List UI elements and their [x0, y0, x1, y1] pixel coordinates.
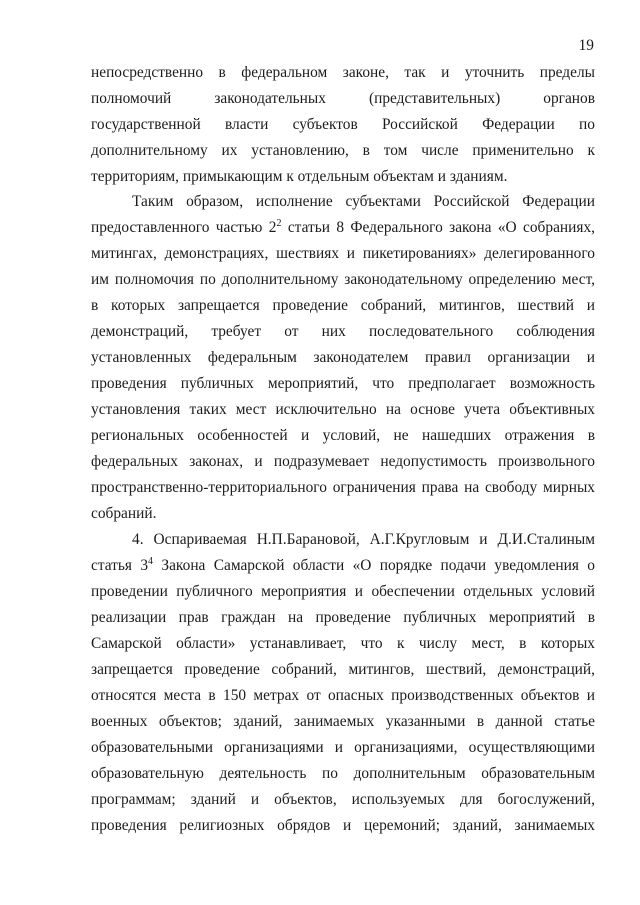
- text-line: государственной власти субъектов Российской Федерации по: [91, 116, 595, 133]
- text-line: дополнительному их установлению, в том числе применительно к: [91, 142, 595, 159]
- text-line: установленных федеральным законодателем правил организации и: [91, 349, 595, 366]
- text-line-with-superscript: [91, 218, 595, 238]
- text-line: образовательную деятельность по дополнительным образовательным: [91, 765, 595, 782]
- text-line: Самарской области» устанавливает, что к числу мест, в которых: [91, 635, 595, 652]
- text-line: собраний.: [91, 505, 157, 522]
- text-line: программам; зданий и объектов, используемых для богослужений,: [91, 791, 595, 808]
- text-line: демонстраций, требует от них последовательного соблюдения: [91, 323, 595, 340]
- text-segment: статьи 8 Федерального закона «О собраниях,: [281, 219, 595, 236]
- text-line-with-superscript: [91, 556, 595, 576]
- paragraph-first-line: Таким образом, исполнение субъектами Российской Федерации: [132, 193, 595, 210]
- text-line: митингах, демонстрациях, шествиях и пикетированиях» делегированного: [91, 245, 595, 262]
- text-line: проведения публичных мероприятий, что предполагает возможность: [91, 375, 595, 392]
- text-line: пространственно-территориального ограничения права на свободу мирных: [91, 479, 595, 496]
- superscript: 4: [148, 556, 154, 567]
- text-segment: предоставленного частью 2: [91, 219, 277, 236]
- superscript: 2: [276, 218, 282, 229]
- text-line: проведения религиозных обрядов и церемоний; зданий, занимаемых: [91, 817, 595, 834]
- text-line: реализации прав граждан на проведение публичных мероприятий в: [91, 609, 595, 626]
- paragraph-first-line: 4. Оспариваемая Н.П.Барановой, А.Г.Кругловым и Д.И.Сталиным: [132, 531, 595, 548]
- text-segment: статья 3: [91, 557, 149, 574]
- text-line: региональных особенностей и условий, не нашедших отражения в: [91, 427, 595, 444]
- text-line: установления таких мест исключительно на основе учета объективных: [91, 401, 595, 418]
- text-line: военных объектов; зданий, занимаемых указанными в данной статье: [91, 713, 595, 730]
- text-line: запрещается проведение собраний, митингов, шествий, демонстраций,: [91, 661, 595, 678]
- text-line: относятся места в 150 метрах от опасных производственных объектов и: [91, 687, 595, 704]
- text-line: проведении публичного мероприятия и обеспечении отдельных условий: [91, 583, 595, 600]
- text-line: территориям, примыкающим к отдельным объектам и зданиям.: [91, 168, 508, 185]
- text-line: образовательными организациями и организациями, осуществляющими: [91, 739, 595, 756]
- text-line: полномочий законодательных (представительных) органов: [91, 90, 595, 107]
- text-line: федеральных законах, и подразумевает недопустимость произвольного: [91, 453, 595, 470]
- page-number: 19: [578, 37, 594, 54]
- text-line: непосредственно в федеральном законе, так и уточнить пределы: [91, 64, 595, 81]
- text-line: в которых запрещается проведение собраний, митингов, шествий и: [91, 297, 595, 314]
- text-segment: Закона Самарской области «О порядке подачи уведомления о: [153, 557, 595, 574]
- text-line: им полномочия по дополнительному законодательному определению мест,: [91, 271, 595, 288]
